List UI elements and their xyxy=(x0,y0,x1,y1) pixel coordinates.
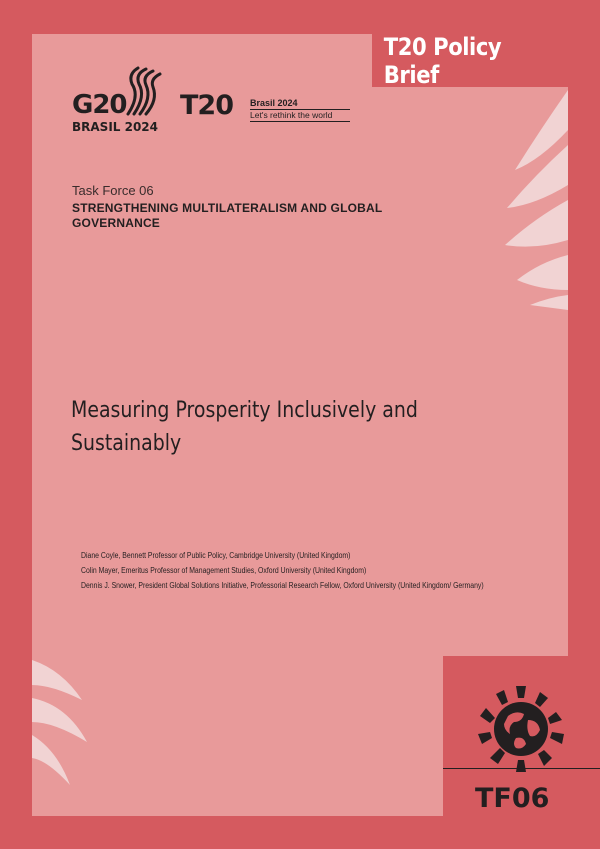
author-list xyxy=(81,548,541,593)
author-line: Dennis J. Snower, President Global Solutions Initiative, Professorial Research Fellow, Oxford University (United Kingdom/ Germany) xyxy=(81,581,484,590)
task-force-badge xyxy=(443,656,568,849)
g20-logo-subtext: BRASIL 2024 xyxy=(72,120,159,134)
t20-logo xyxy=(180,90,333,121)
task-force-label: Task Force 06 xyxy=(72,183,154,198)
author-line: Colin Mayer, Emeritus Professor of Management Studies, Oxford University (United Kingdom) xyxy=(81,566,367,575)
t20-tagline-year: Brasil 2024 xyxy=(250,98,298,108)
t20-logo-text: T20 xyxy=(180,90,233,121)
task-force-title: STRENGTHENING MULTILATERALISM AND GLOBAL GOVERNANCE xyxy=(72,201,383,230)
leaf-decoration-icon xyxy=(505,90,568,310)
g20-logo xyxy=(72,92,158,134)
policy-brief-badge xyxy=(372,34,568,87)
g20-logo-text: G20 xyxy=(72,90,127,120)
logo-group xyxy=(72,66,352,136)
globe-emblem-icon xyxy=(478,686,564,772)
t20-tagline-slogan: Let's rethink the world xyxy=(250,109,350,122)
t20-tagline xyxy=(250,98,350,122)
badge-label: T20 Policy Brief xyxy=(383,32,502,89)
leaf-decoration-icon xyxy=(32,660,92,810)
task-force-code: TF06 xyxy=(475,783,550,814)
author-line: Diane Coyle, Bennett Professor of Public Policy, Cambridge University (United Kingdom) xyxy=(81,551,351,560)
divider xyxy=(443,768,600,769)
document-title: Measuring Prosperity Inclusively and Sustainably xyxy=(71,398,418,456)
